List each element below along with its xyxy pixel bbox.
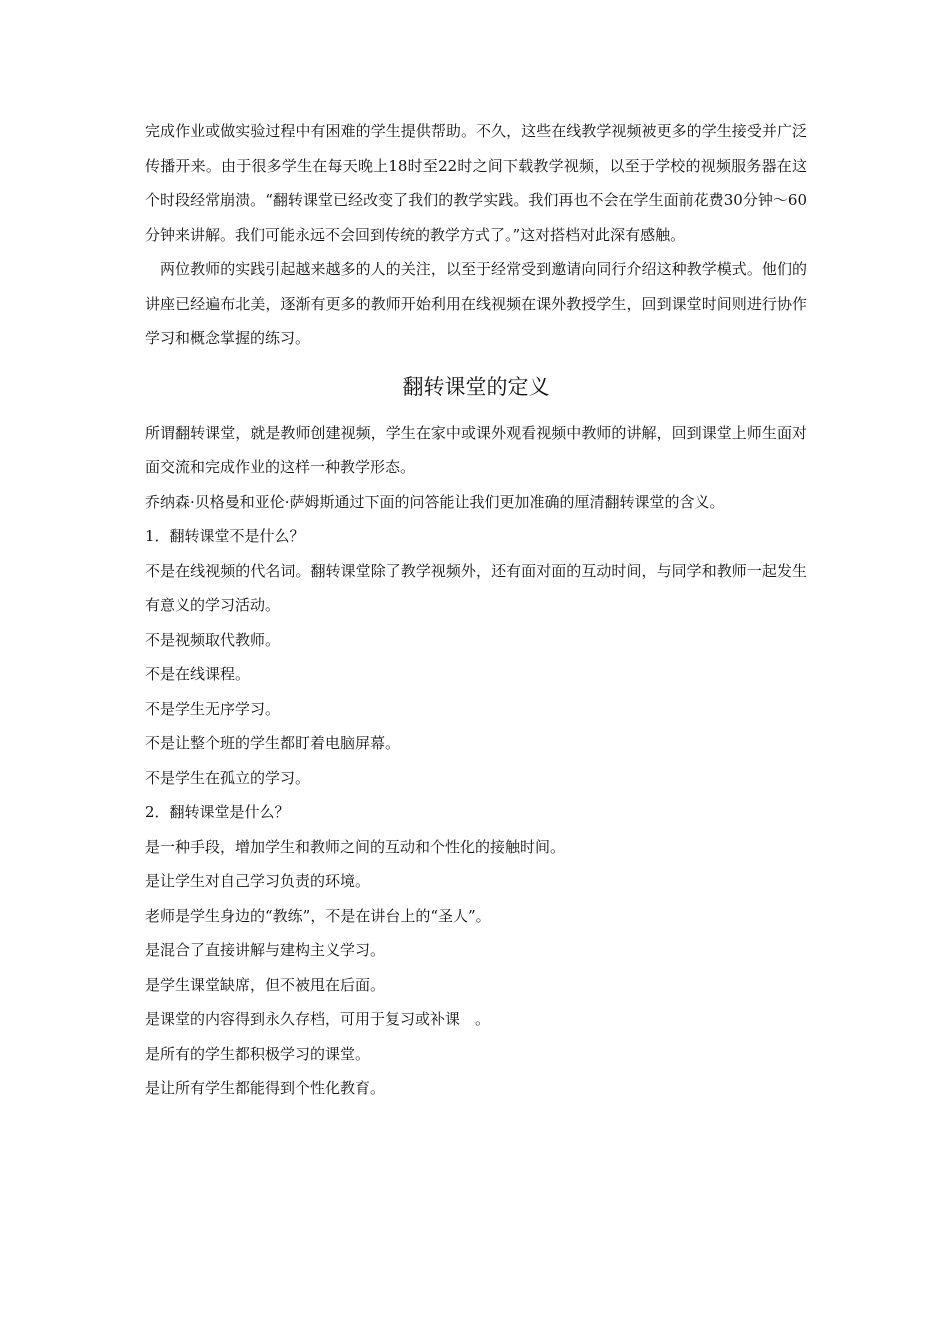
list-item: 是学生课堂缺席，但不被甩在后面。 [145,975,386,994]
definition-paragraph: 所谓翻转课堂，就是教师创建视频，学生在家中或课外观看视频中教师的讲解，回到课堂上师生面对面交流和完成作业的这样一种教学形态。 [145,423,807,476]
lead-sentence: 乔纳森·贝格曼和亚伦·萨姆斯通过下面的问答能让我们更加准确的厘清翻转课堂的含义。 [145,492,725,511]
list-item: 是让所有学生都能得到个性化教育。 [145,1079,386,1097]
list-item: 不是视频取代教师。 [145,630,281,649]
section-title: 翻转课堂的定义 [402,374,550,399]
list-item: 是所有的学生都积极学习的课堂。 [145,1044,371,1063]
question-2-heading: 2．翻转课堂是什么？ [145,803,290,821]
intro-paragraph-1: 完成作业或做实验过程中有困难的学生提供帮助。不久，这些在线教学视频被更多的学生接受并广泛传播开来。由于很多学生在每天晚上18时至22时之间下载教学视频，以至于学校的视频服务器在这个时段经常崩溃。“翻转课堂已经改变了我们的教学实践。我们再也不会在学生面前花费30分钟～60分钟来讲解。我们可能永远不会回到传统的教学方式了。”这对搭档对此深有感触。 [145,122,807,244]
list-item: 不是让整个班的学生都盯着电脑屏幕。 [145,734,401,752]
question-1-first-answer: 不是在线视频的代名词。翻转课堂除了教学视频外，还有面对面的互动时间，与同学和教师一起发生有意义的学习活动。 [145,561,807,614]
list-item: 是混合了直接讲解与建构主义学习。 [145,941,386,959]
intro-paragraph-2: 两位教师的实践引起越来越多的人的关注，以至于经常受到邀请向同行介绍这种教学模式。他们的讲座已经遍布北美，逐渐有更多的教师开始利用在线视频在课外教授学生，回到课堂时间则进行协作学习和概念掌握的练习。 [145,260,807,347]
list-item: 是一种手段，增加学生和教师之间的互动和个性化的接触时间。 [145,837,566,856]
list-item: 不是学生在孤立的学习。 [145,768,311,787]
list-item: 老师是学生身边的“教练”，不是在讲台上的“圣人”。 [145,906,491,925]
list-item: 不是学生无序学习。 [145,699,281,718]
list-item: 不是在线课程。 [145,665,251,683]
question-1-heading: 1．翻转课堂不是什么？ [145,527,305,545]
list-item: 是课堂的内容得到永久存档，可用于复习或补课 。 [145,1010,491,1028]
list-item: 是让学生对自己学习负责的环境。 [145,872,371,890]
document-page [145,114,807,1106]
